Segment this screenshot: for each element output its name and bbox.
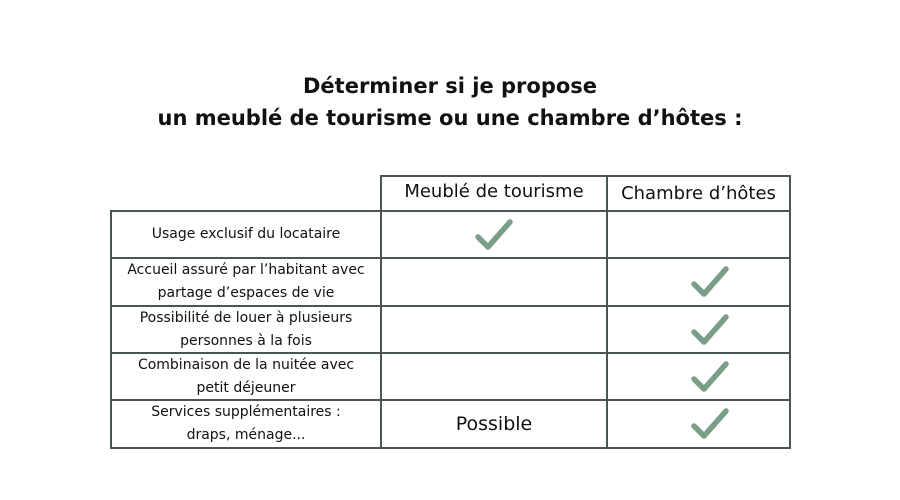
row-label-text: partage d’espaces de vie [157,285,335,301]
cell-chambre-row-5 [606,399,791,449]
column-header-meuble [380,175,608,212]
row-label-text: petit déjeuner [196,379,296,396]
row-label-services [110,399,382,449]
row-label-usage-exclusif [110,210,382,259]
check-icon [691,361,729,393]
cell-chambre-row-4 [606,352,791,401]
check-icon [691,408,729,440]
row-label-text: Possibilité de louer à plusieurs [139,309,353,326]
possible-label: Possible [455,413,533,435]
column-header-chambre [606,175,791,212]
check-icon [691,266,729,298]
cell-meuble-row-2 [380,257,608,307]
cell-meuble-row-3 [380,305,608,354]
row-label-text: Combinaison de la nuitée avec [137,356,355,373]
cell-chambre-row-3 [606,305,791,354]
title-line-1: Déterminer si je propose [302,74,598,98]
title-line-2: un meublé de tourisme ou une chambre d’hôtes : [157,106,743,130]
row-label-accueil [110,257,382,307]
column-header-meuble-label: Meublé de tourisme [404,181,584,202]
row-label-text: Accueil assuré par l’habitant avec [127,262,365,278]
cell-meuble-row-5 [380,399,608,449]
row-label-plusieurs-personnes [110,305,382,354]
column-header-chambre-label: Chambre d’hôtes [621,183,776,204]
cell-meuble-row-4 [380,352,608,401]
check-icon [691,314,729,346]
cell-chambre-row-1 [606,210,791,259]
row-label-text: draps, ménage... [186,427,306,443]
cell-meuble-row-1 [380,210,608,259]
cell-chambre-row-2 [606,257,791,307]
row-label-text: Services supplémentaires : [151,404,341,420]
row-label-text: personnes à la fois [180,332,312,349]
row-label-petit-dejeuner [110,352,382,401]
row-label-text: Usage exclusif du locataire [151,226,341,242]
check-icon [475,219,513,251]
